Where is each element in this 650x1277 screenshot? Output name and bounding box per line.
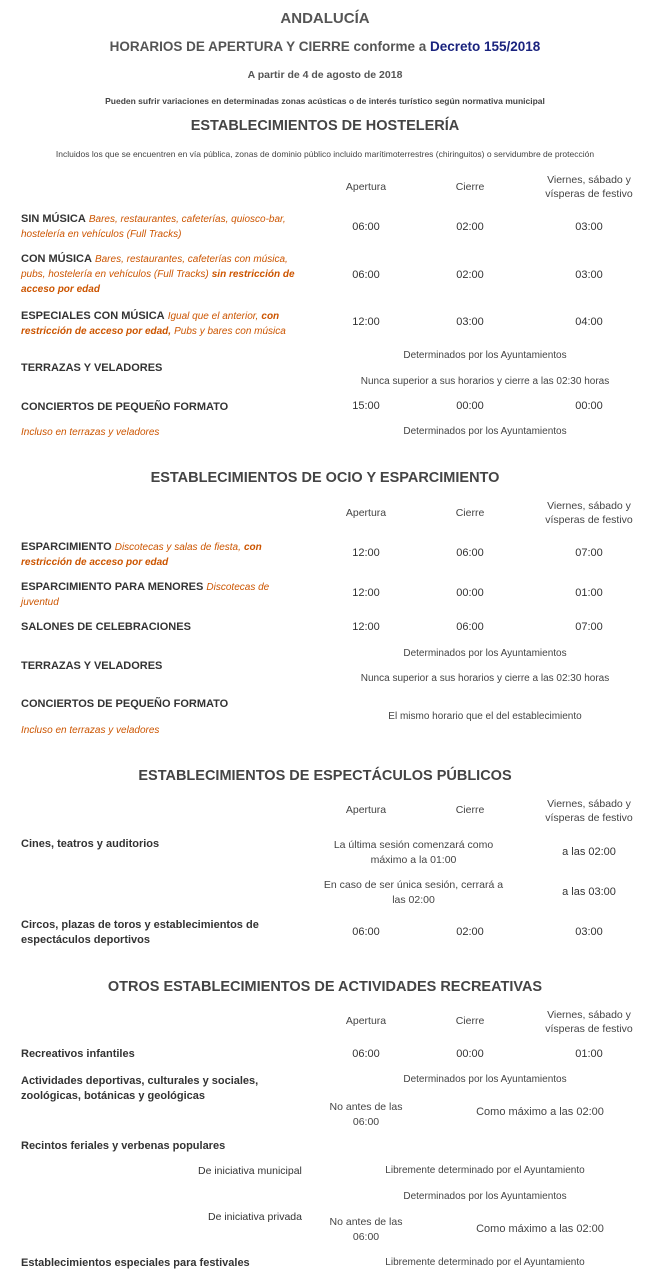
salones-viernes: 07:00 (575, 621, 603, 633)
con-musica-viernes: 03:00 (575, 269, 603, 281)
privada-label: De iniciativa privada (208, 1211, 302, 1223)
ocio-terrazas-note1: Determinados por los Ayuntamientos (403, 648, 567, 659)
ocio-terrazas-label: TERRAZAS Y VELADORES (21, 660, 163, 672)
especiales-apertura: 12:00 (352, 316, 380, 328)
sin-musica-viernes: 03:00 (575, 221, 603, 233)
col-cierre: Cierre (455, 181, 485, 193)
section-title-ocio: ESTABLECIMIENTOS DE OCIO Y ESPARCIMIENTO (150, 470, 500, 486)
esparcimiento-apertura: 12:00 (352, 547, 380, 559)
col-apertura-esp: Apertura (345, 804, 387, 816)
section-title-hosteleria: ESTABLECIMIENTOS DE HOSTELERÍA (190, 118, 460, 134)
sin-musica-cierre: 02:00 (456, 221, 484, 233)
privada-cierre: Como máximo a las 02:00 (476, 1223, 604, 1235)
section-subtitle-hosteleria: Incluidos los que se encuentren en vía pública, zonas de dominio público incluido marítimoterrestres (chiringuitos) o servidumbre de protección (55, 149, 595, 159)
cines-viernes1: a las 02:00 (562, 846, 616, 858)
conciertos-viernes: 00:00 (575, 400, 603, 412)
col-cierre-otros: Cierre (455, 1015, 485, 1027)
salones-label: SALONES DE CELEBRACIONES (21, 621, 191, 633)
col-cierre-esp: Cierre (455, 804, 485, 816)
region-title: ANDALUCÍA (280, 10, 370, 27)
con-musica-cierre: 02:00 (456, 269, 484, 281)
infantiles-apertura: 06:00 (352, 1048, 380, 1060)
feriales-label: Recintos feriales y verbenas populares (21, 1140, 226, 1152)
row-con-musica-label: CON MÚSICA Bares, restaurantes, cafeterías con música, pubs, hostelería en vehículos (Full Tracks) sin restricción de acceso por edad (21, 253, 295, 295)
circos-apertura: 06:00 (352, 926, 380, 938)
infantiles-cierre: 00:00 (456, 1048, 484, 1060)
conciertos-apertura: 15:00 (352, 400, 380, 412)
con-musica-apertura: 06:00 (352, 269, 380, 281)
cines-viernes2: a las 03:00 (562, 886, 616, 898)
terrazas-note2: Nunca superior a sus horarios y cierre a las 02:30 horas (360, 376, 610, 387)
title-prefix: HORARIOS DE APERTURA Y CIERRE conforme a (109, 39, 430, 54)
deportivas-apertura: No antes de las 06:00 (329, 1101, 403, 1128)
row-esparcimiento-label: ESPARCIMIENTO Discotecas y salas de fiesta, con restricción de acceso por edad (21, 541, 262, 568)
menores-viernes: 01:00 (575, 587, 603, 599)
menores-cierre: 00:00 (456, 587, 484, 599)
privada-apertura: No antes de las 06:00 (329, 1216, 403, 1243)
esparcimiento-viernes: 07:00 (575, 547, 603, 559)
ocio-conciertos-sub: Incluso en terrazas y veladores (21, 725, 160, 736)
deportivas-note: Determinados por los Ayuntamientos (403, 1074, 567, 1085)
cines-note1: La última sesión comenzará como máximo a la 01:00 (333, 839, 494, 866)
conciertos-cierre: 00:00 (456, 400, 484, 412)
date-line: A partir de 4 de agosto de 2018 (247, 69, 403, 81)
esparcimiento-cierre: 06:00 (456, 547, 484, 559)
conciertos-sub: Incluso en terrazas y veladores (21, 427, 160, 438)
decree-link[interactable]: Decreto 155/2018 (429, 39, 541, 54)
menores-apertura: 12:00 (352, 587, 380, 599)
col-cierre-ocio: Cierre (455, 507, 485, 519)
festivales-note: Libremente determinado por el Ayuntamiento (385, 1257, 585, 1268)
conciertos-note: Determinados por los Ayuntamientos (403, 426, 567, 437)
especiales-viernes: 04:00 (575, 316, 603, 328)
festivales-label: Establecimientos especiales para festivales (21, 1257, 250, 1269)
sin-musica-apertura: 06:00 (352, 221, 380, 233)
ocio-terrazas-note2: Nunca superior a sus horarios y cierre a las 02:30 horas (360, 673, 610, 684)
municipal-note: Libremente determinado por el Ayuntamiento (385, 1165, 585, 1176)
col-apertura-otros: Apertura (345, 1015, 387, 1027)
circos-label: Circos, plazas de toros y establecimientos de espectáculos deportivos (21, 919, 259, 946)
col-viernes-ocio: Viernes, sábado y vísperas de festivo (545, 500, 633, 526)
ocio-conciertos-note: El mismo horario que el del establecimiento (388, 711, 582, 722)
ocio-conciertos-label: CONCIERTOS DE PEQUEÑO FORMATO (21, 698, 229, 710)
privada-note1: Determinados por los Ayuntamientos (403, 1191, 567, 1202)
especiales-cierre: 03:00 (456, 316, 484, 328)
terrazas-label: TERRAZAS Y VELADORES (21, 362, 163, 374)
deportivas-cierre: Como máximo a las 02:00 (476, 1106, 604, 1118)
infantiles-label: Recreativos infantiles (21, 1048, 135, 1060)
page-title (0, 39, 650, 54)
variation-note: Pueden sufrir variaciones en determinadas zonas acústicas o de interés turístico según normativa municipal (105, 96, 545, 106)
salones-cierre: 06:00 (456, 621, 484, 633)
col-apertura: Apertura (345, 181, 387, 193)
col-viernes-otros: Viernes, sábado y vísperas de festivo (545, 1009, 633, 1035)
salones-apertura: 12:00 (352, 621, 380, 633)
circos-viernes: 03:00 (575, 926, 603, 938)
municipal-label: De iniciativa municipal (198, 1165, 302, 1177)
row-sin-musica-label: SIN MÚSICA Bares, restaurantes, cafeterías, quiosco-bar, hostelería en vehículos (Full Tracks) (21, 213, 286, 240)
cines-label: Cines, teatros y auditorios (21, 838, 160, 850)
col-viernes: Viernes, sábado y vísperas de festivo (545, 174, 633, 200)
circos-cierre: 02:00 (456, 926, 484, 938)
col-apertura-ocio: Apertura (345, 507, 387, 519)
conciertos-label: CONCIERTOS DE PEQUEÑO FORMATO (21, 401, 229, 413)
deportivas-label: Actividades deportivas, culturales y sociales, zoológicas, botánicas y geológicas (21, 1075, 259, 1102)
terrazas-note1: Determinados por los Ayuntamientos (403, 350, 567, 361)
row-especiales-label: ESPECIALES CON MÚSICA Igual que el anterior, con restricción de acceso por edad, Pubs y bares con música (21, 310, 286, 337)
infantiles-viernes: 01:00 (575, 1048, 603, 1060)
col-viernes-esp: Viernes, sábado y vísperas de festivo (545, 798, 633, 824)
cines-note2: En caso de ser única sesión, cerrará a las 02:00 (323, 879, 504, 906)
section-title-espectaculos: ESTABLECIMIENTOS DE ESPECTÁCULOS PÚBLICOS (138, 768, 512, 784)
section-title-otros: OTROS ESTABLECIMIENTOS DE ACTIVIDADES RECREATIVAS (107, 979, 543, 995)
row-menores-label: ESPARCIMIENTO PARA MENORES Discotecas de juventud (21, 581, 270, 608)
